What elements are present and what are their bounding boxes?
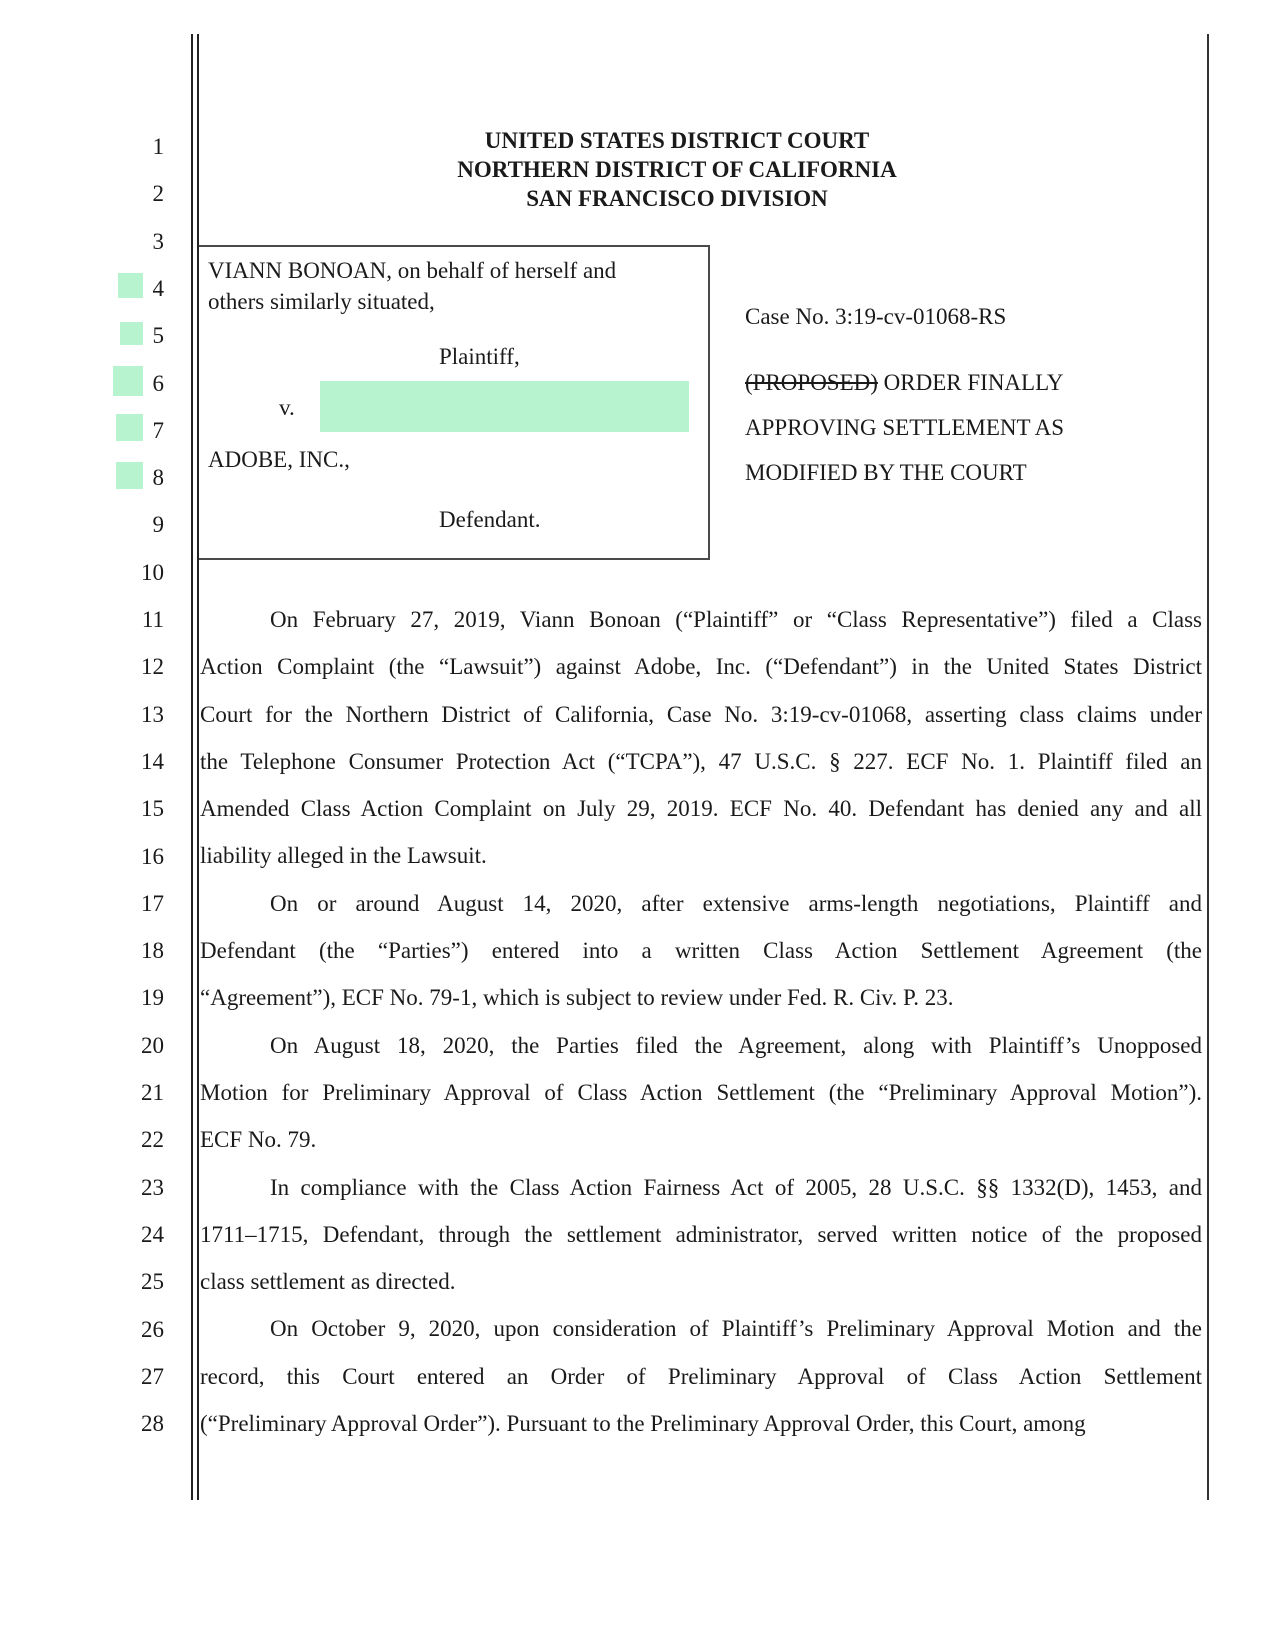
court-header-line-2: NORTHERN DISTRICT OF CALIFORNIA [457, 157, 897, 182]
caption-box [199, 245, 710, 560]
line-highlight-mark [118, 273, 143, 298]
line-number-row [0, 738, 170, 786]
line-number: 15 [141, 796, 164, 822]
line-highlight-mark [120, 322, 143, 345]
line-number-row [0, 549, 170, 597]
line-number: 24 [141, 1221, 164, 1247]
redaction-highlight-mark [320, 381, 689, 432]
line-number: 3 [152, 228, 164, 254]
line-number-row [0, 1116, 170, 1164]
order-title [745, 360, 1155, 495]
line-number: 2 [152, 181, 164, 207]
body-line: Defendant (the “Parties”) entered into a written Class Action Settlement Agreement (the [200, 938, 1202, 964]
proposed-struck-text: (PROPOSED) [745, 370, 878, 395]
line-number: 6 [152, 370, 164, 396]
line-highlight-mark [116, 462, 143, 489]
court-header-line-3: SAN FRANCISCO DIVISION [526, 186, 828, 211]
line-number-row [0, 974, 170, 1022]
line-number-row [0, 1211, 170, 1259]
line-number-row [0, 833, 170, 881]
line-number: 26 [141, 1316, 164, 1342]
line-number-row [0, 1069, 170, 1117]
line-number-row [0, 1353, 170, 1401]
line-number: 20 [141, 1032, 164, 1058]
defendant-role-label: Defendant. [439, 507, 541, 532]
body-line: (“Preliminary Approval Order”). Pursuant to the Preliminary Approval Order, this Court, among [200, 1411, 1086, 1437]
line-number: 28 [141, 1411, 164, 1437]
body-line: On August 18, 2020, the Parties filed the Agreement, along with Plaintiff’s Unopposed [270, 1032, 1202, 1058]
line-number-row [0, 880, 170, 928]
pleading-rule-right [1207, 34, 1209, 1500]
line-number-row [0, 1022, 170, 1070]
line-number-row [0, 312, 170, 360]
body-line: 1711–1715, Defendant, through the settlement administrator, served written notice of the proposed [200, 1221, 1202, 1247]
line-number: 14 [141, 748, 164, 774]
line-number: 7 [152, 417, 164, 443]
line-number: 16 [141, 843, 164, 869]
body-line: Action Complaint (the “Lawsuit”) against Adobe, Inc. (“Defendant”) in the United States District [200, 654, 1202, 680]
line-number-row [0, 407, 170, 455]
body-line: liability alleged in the Lawsuit. [200, 843, 487, 869]
pleading-rule-left-outer [191, 34, 193, 1500]
line-number: 17 [141, 890, 164, 916]
line-number-row [0, 218, 170, 266]
court-header [177, 126, 1177, 213]
line-number: 22 [141, 1127, 164, 1153]
line-number-row [0, 1306, 170, 1354]
body-line: Court for the Northern District of California, Case No. 3:19-cv-01068, asserting class claims under [200, 701, 1202, 727]
line-number: 11 [141, 607, 164, 632]
line-number-row [0, 1164, 170, 1212]
line-number-row [0, 454, 170, 502]
order-title-rest: ORDER FINALLY APPROVING SETTLEMENT AS MODIFIED BY THE COURT [745, 370, 1065, 485]
line-number: 23 [141, 1174, 164, 1200]
line-number-row [0, 360, 170, 408]
line-number: 5 [152, 323, 164, 349]
line-number-row [0, 596, 170, 644]
line-number-row [0, 501, 170, 549]
versus-label: v. [279, 395, 295, 420]
line-number-row [0, 927, 170, 975]
body-line: “Agreement”), ECF No. 79-1, which is subject to review under Fed. R. Civ. P. 23. [200, 985, 954, 1011]
body-line: In compliance with the Class Action Fairness Act of 2005, 28 U.S.C. §§ 1332(D), 1453, and [270, 1174, 1202, 1200]
line-number-row [0, 170, 170, 218]
line-number-row [0, 691, 170, 739]
line-number: 1 [152, 134, 164, 159]
line-highlight-mark [113, 366, 143, 396]
defendant-name: ADOBE, INC., [208, 447, 350, 472]
line-number: 27 [141, 1363, 164, 1389]
line-number-row [0, 643, 170, 691]
line-highlight-mark [116, 414, 143, 441]
line-number-row [0, 1400, 170, 1448]
line-number-column [0, 0, 170, 1649]
body-line: Motion for Preliminary Approval of Class Action Settlement (the “Preliminary Approval Motion”). [200, 1079, 1202, 1105]
line-number: 10 [141, 559, 164, 585]
body-line: On October 9, 2020, upon consideration of Plaintiff’s Preliminary Approval Motion and the [270, 1316, 1202, 1342]
body-line: ECF No. 79. [200, 1127, 317, 1153]
line-number: 8 [152, 465, 164, 491]
line-number: 9 [152, 512, 164, 538]
court-header-line-1: UNITED STATES DISTRICT COURT [484, 128, 870, 153]
case-number: Case No. 3:19-cv-01068-RS [745, 304, 1007, 329]
body-text [200, 596, 1202, 1447]
plaintiff-name: VIANN BONOAN, on behalf of herself and others similarly situated, [208, 258, 617, 314]
line-number-row [0, 123, 170, 171]
body-line: record, this Court entered an Order of Preliminary Approval of Class Action Settlement [200, 1363, 1202, 1389]
line-number: 13 [141, 701, 164, 727]
line-number-row [0, 265, 170, 313]
case-info [745, 302, 1175, 495]
line-number: 18 [141, 938, 164, 964]
body-line: On February 27, 2019, Viann Bonoan (“Plaintiff” or “Class Representative”) filed a Class [270, 607, 1202, 632]
line-number-row [0, 785, 170, 833]
body-line: On or around August 14, 2020, after extensive arms-length negotiations, Plaintiff and [270, 890, 1202, 916]
line-number: 21 [141, 1080, 164, 1105]
line-number: 25 [141, 1269, 164, 1295]
line-number: 12 [141, 654, 164, 680]
line-number: 19 [141, 985, 164, 1011]
line-number-row [0, 1258, 170, 1306]
body-line: the Telephone Consumer Protection Act (“TCPA”), 47 U.S.C. § 227. ECF No. 1. Plaintiff filed an [200, 748, 1202, 774]
plaintiff-role-label: Plaintiff, [439, 344, 520, 369]
line-number: 4 [152, 275, 164, 301]
body-line: class settlement as directed. [200, 1269, 456, 1295]
body-line: Amended Class Action Complaint on July 29, 2019. ECF No. 40. Defendant has denied any and all [200, 796, 1202, 822]
